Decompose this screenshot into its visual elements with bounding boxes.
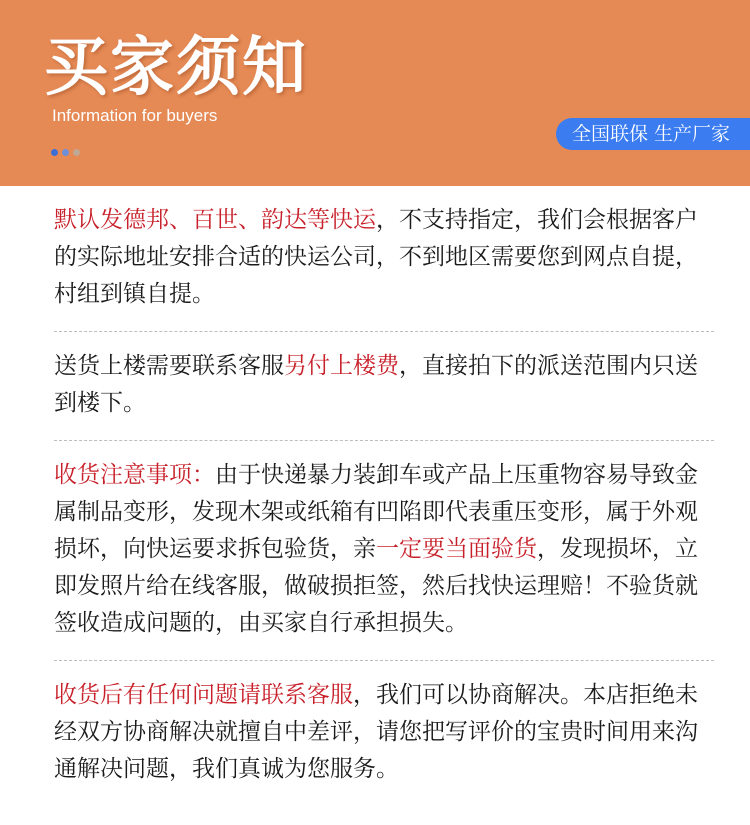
notice-highlight: 一定要当面验货	[376, 536, 537, 562]
carousel-dots	[51, 149, 84, 157]
dot-icon	[73, 149, 80, 156]
page-title: 买家须知	[44, 30, 308, 105]
notice-highlight: 另付上楼费	[284, 353, 399, 379]
notice-text: 由于快递暴力装卸车或产品上压重物容易导致金属制品变形，发现木架或纸箱有凹陷即代表重压变形，属于外观损坏，向快运要求拆包验货，亲	[54, 462, 698, 562]
notice-list	[0, 186, 750, 788]
notice-text: ，直接拍下的派送范围内只送到楼下。	[54, 353, 698, 416]
notice-inspection	[54, 457, 710, 642]
notice-text: ，我们可以协商解决。本店拒绝未经双方协商解决就擅自中差评，请您把写评价的宝贵时间用来沟通解决问题，我们真诚为您服务。	[54, 682, 698, 782]
notice-delivery	[54, 348, 710, 422]
header-banner	[0, 0, 750, 186]
notice-shipping	[54, 202, 710, 313]
notice-text: ，发现损坏，立即发照片给在线客服，做破损拒签，然后找快运理赔！不验货就签收造成问题的，由买家自行承担损失。	[54, 536, 698, 636]
warranty-badge: 全国联保 生产厂家	[556, 118, 750, 150]
dot-icon	[62, 149, 69, 156]
notice-text: 送货上楼需要联系客服	[54, 353, 284, 379]
dot-icon	[51, 149, 58, 156]
notice-highlight: 收货后有任何问题请联系客服	[54, 682, 353, 708]
divider	[54, 440, 714, 441]
notice-text: ，不支持指定，我们会根据客户的实际地址安排合适的快运公司，不到地区需要您到网点自提，村组到镇自提。	[54, 207, 698, 307]
divider	[54, 660, 714, 661]
notice-highlight: 收货注意事项：	[54, 462, 215, 488]
divider	[54, 331, 714, 332]
notice-highlight: 默认发德邦、百世、韵达等快运	[54, 207, 376, 233]
notice-after-sales	[54, 677, 710, 788]
page-subtitle: Information for buyers	[52, 106, 218, 125]
